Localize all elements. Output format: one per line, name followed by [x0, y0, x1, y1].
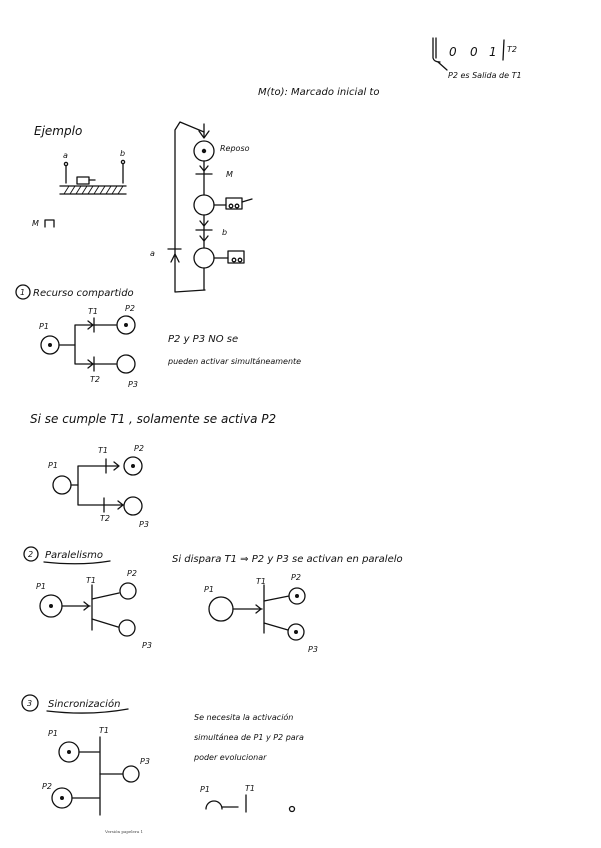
shared-resource-net-after-fire — [48, 444, 149, 529]
s3b-p1-label: P1 — [200, 785, 210, 794]
shared-resource-net — [39, 304, 138, 389]
vector-value-3: 1 — [489, 45, 497, 59]
s1b-t2-label: T2 — [100, 514, 110, 523]
s3-t1-label: T1 — [99, 726, 109, 735]
synchronization-net-partial — [200, 784, 295, 812]
section-1-title: Recurso compartido — [33, 288, 134, 299]
s1-p3-label: P3 — [128, 380, 138, 389]
sensor-b-label: b — [120, 149, 126, 158]
example-petri-net — [150, 122, 252, 292]
s3-p1-label: P1 — [48, 729, 58, 738]
s2a-p3-label: P3 — [142, 641, 152, 650]
s1-p2-label: P2 — [125, 304, 135, 313]
s2b-p3-label: P3 — [308, 645, 318, 654]
vector-value-2: 0 — [470, 45, 478, 59]
s3-note-line1: Se necesita la activación — [194, 713, 294, 722]
s1b-p3-label: P3 — [139, 520, 149, 529]
s1b-p1-label: P1 — [48, 461, 58, 470]
marking-vector — [433, 38, 522, 80]
s1-t2-label: T2 — [90, 375, 100, 384]
third-place — [194, 248, 214, 268]
s2b-p1-label: P1 — [204, 585, 214, 594]
section-2-title: Paralelismo — [45, 550, 103, 561]
sensor-a-label: a — [63, 151, 68, 160]
s1-statement: Si se cumple T1 , solamente se activa P2 — [30, 412, 277, 426]
s3-p3-label: P3 — [140, 757, 150, 766]
section-1-number: 1 — [20, 288, 26, 297]
s2a-p2-label: P2 — [127, 569, 137, 578]
transition-b-label: b — [222, 228, 228, 237]
s2-note: Si dispara T1 ⇒ P2 y P3 se activan en paralelo — [172, 554, 403, 565]
s3-note-line3: poder evolucionar — [194, 753, 267, 762]
s1-note-line1: P2 y P3 NO se — [168, 334, 239, 345]
s3-p2-label: P2 — [42, 782, 52, 791]
s3-note-line2: simultánea de P1 y P2 para — [194, 733, 304, 742]
motor-label: M — [32, 219, 39, 228]
s1-note-line2: pueden activar simultáneamente — [168, 357, 302, 366]
section-3-number: 3 — [27, 699, 33, 708]
example-title: Ejemplo — [34, 124, 83, 138]
parallel-net-after — [204, 573, 318, 654]
conveyor-sketch — [32, 149, 126, 228]
footer-text: Versión papelera 1 — [105, 829, 144, 834]
section-2-number: 2 — [28, 550, 34, 559]
vector-transition-label: T2 — [507, 45, 517, 54]
synchronization-net — [42, 726, 150, 815]
s3b-t1-label: T1 — [245, 784, 255, 793]
parallel-net-before — [36, 569, 152, 650]
transition-a-label: a — [150, 249, 155, 258]
motor-place — [194, 195, 214, 215]
s2b-p2-label: P2 — [291, 573, 301, 582]
s1b-p2-label: P2 — [134, 444, 144, 453]
transition-m-label: M — [226, 170, 233, 179]
rest-place-label: Reposo — [220, 144, 250, 153]
s2b-t1-label: T1 — [256, 577, 266, 586]
s1-p1-label: P1 — [39, 322, 49, 331]
s2a-p1-label: P1 — [36, 582, 46, 591]
vector-value-1: 0 — [449, 45, 457, 59]
s1b-t1-label: T1 — [98, 446, 108, 455]
section-3-title: Sincronización — [48, 699, 121, 710]
s1-t1-label: T1 — [88, 307, 98, 316]
initial-marking-label: M(to): Marcado inicial to — [258, 87, 380, 98]
output-note: P2 es Salida de T1 — [448, 71, 522, 80]
s2a-t1-label: T1 — [86, 576, 96, 585]
